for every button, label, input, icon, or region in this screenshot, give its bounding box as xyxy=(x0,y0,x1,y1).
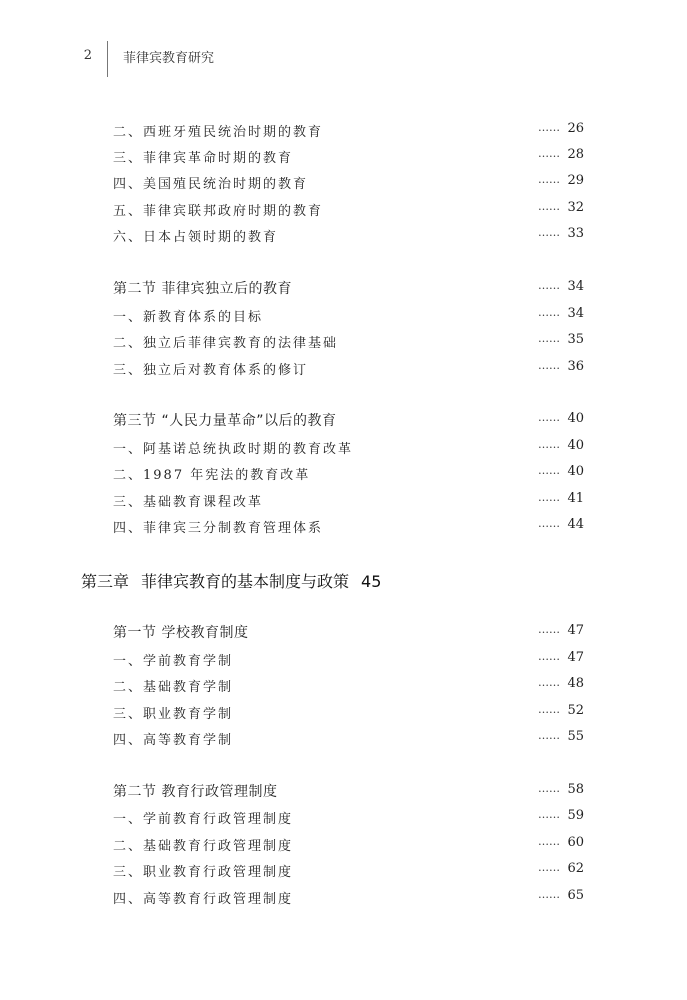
toc-entry-label: 三、独立后对教育体系的修订 xyxy=(113,363,309,378)
toc-entry-page: 48 xyxy=(567,676,584,691)
toc-section-page: 40 xyxy=(567,411,584,426)
toc-entry-page: 41 xyxy=(567,491,584,506)
toc-section-label: 第一节 学校教育制度 xyxy=(113,625,249,641)
toc-entry xyxy=(0,515,687,541)
toc-entry-page: 55 xyxy=(567,729,584,744)
toc-leader: …… xyxy=(538,226,560,239)
toc-section-heading xyxy=(0,277,687,303)
toc-entry xyxy=(0,489,687,515)
toc-leader: …… xyxy=(538,517,560,530)
toc-entry xyxy=(0,119,687,145)
toc-entry xyxy=(0,145,687,171)
toc-entry-label: 二、西班牙殖民统治时期的教育 xyxy=(113,125,324,140)
toc-entry-page: 35 xyxy=(567,332,584,347)
toc-leader: …… xyxy=(538,861,560,874)
toc-entry-page: 47 xyxy=(567,650,584,665)
chapter-page: 45 xyxy=(361,572,382,591)
toc-entry xyxy=(0,806,687,832)
toc-entry-label: 四、菲律宾三分制教育管理体系 xyxy=(113,521,324,536)
toc-entry-label: 三、职业教育行政管理制度 xyxy=(113,865,294,880)
toc-section-label: 第二节 教育行政管理制度 xyxy=(113,784,278,800)
toc-section-heading xyxy=(0,780,687,806)
toc-entry-label: 三、基础教育课程改革 xyxy=(113,495,264,510)
toc-leader: …… xyxy=(538,676,560,689)
toc-entry-label: 一、学前教育行政管理制度 xyxy=(113,812,294,827)
toc-entry-page: 60 xyxy=(567,835,584,850)
toc-leader: …… xyxy=(538,279,560,292)
toc-entry-page: 34 xyxy=(567,306,584,321)
toc-entry-label: 六、日本占领时期的教育 xyxy=(113,230,279,245)
toc-entry-label: 三、菲律宾革命时期的教育 xyxy=(113,151,294,166)
toc-entry-page: 59 xyxy=(567,808,584,823)
toc-entry xyxy=(0,224,687,250)
toc-entry-page: 52 xyxy=(567,703,584,718)
toc-leader: …… xyxy=(538,703,560,716)
header-divider xyxy=(107,41,108,77)
toc-leader: …… xyxy=(538,650,560,663)
toc-section-label: 第三节 “人民力量革命”以后的教育 xyxy=(113,413,337,429)
toc-entry-page: 40 xyxy=(567,464,584,479)
toc-entry xyxy=(0,727,687,753)
book-title: 菲律宾教育研究 xyxy=(123,51,215,66)
toc-leader: …… xyxy=(538,438,560,451)
toc-entry-page: 65 xyxy=(567,888,584,903)
chapter-number: 第三章 xyxy=(81,572,130,591)
toc-leader: …… xyxy=(538,200,560,213)
toc-leader: …… xyxy=(538,411,560,424)
toc-entry-label: 一、学前教育学制 xyxy=(113,654,234,669)
toc-entry-label: 二、基础教育行政管理制度 xyxy=(113,839,294,854)
toc-section-page: 34 xyxy=(567,279,584,294)
toc-entry-label: 二、独立后菲律宾教育的法律基础 xyxy=(113,336,339,351)
toc-entry xyxy=(0,648,687,674)
toc-entry-label: 四、美国殖民统治时期的教育 xyxy=(113,177,309,192)
toc-section-page: 47 xyxy=(567,623,584,638)
toc-entry-page: 32 xyxy=(567,200,584,215)
toc-entry-page: 33 xyxy=(567,226,584,241)
toc-section-heading xyxy=(0,621,687,647)
toc-entry xyxy=(0,304,687,330)
toc-leader: …… xyxy=(538,306,560,319)
toc-entry xyxy=(0,701,687,727)
toc-leader: …… xyxy=(538,173,560,186)
toc-leader: …… xyxy=(538,359,560,372)
toc-entry xyxy=(0,198,687,224)
toc-leader: …… xyxy=(538,782,560,795)
toc-entry-page: 28 xyxy=(567,147,584,162)
toc-entry xyxy=(0,886,687,912)
toc-entry-label: 五、菲律宾联邦政府时期的教育 xyxy=(113,204,324,219)
toc-leader: …… xyxy=(538,491,560,504)
toc-leader: …… xyxy=(538,121,560,134)
toc-entry xyxy=(0,357,687,383)
toc-leader: …… xyxy=(538,888,560,901)
toc-leader: …… xyxy=(538,835,560,848)
toc-entry-label: 一、阿基诺总统执政时期的教育改革 xyxy=(113,442,354,457)
toc-section-label: 第二节 菲律宾独立后的教育 xyxy=(113,281,292,297)
toc-entry-page: 44 xyxy=(567,517,584,532)
toc-leader: …… xyxy=(538,464,560,477)
toc-entry-page: 36 xyxy=(567,359,584,374)
toc-leader: …… xyxy=(538,623,560,636)
toc-entry xyxy=(0,462,687,488)
toc-entry-label: 四、高等教育行政管理制度 xyxy=(113,892,294,907)
toc-entry-page: 26 xyxy=(567,121,584,136)
page-number: 2 xyxy=(83,48,92,63)
toc-chapter-heading xyxy=(81,569,381,597)
toc-entry-label: 二、基础教育学制 xyxy=(113,680,234,695)
chapter-title: 菲律宾教育的基本制度与政策 xyxy=(141,572,350,591)
toc-entry-page: 29 xyxy=(567,173,584,188)
toc-entry xyxy=(0,171,687,197)
running-header xyxy=(0,0,687,80)
toc-leader: …… xyxy=(538,332,560,345)
toc-leader: …… xyxy=(538,808,560,821)
toc-entry-label: 一、新教育体系的目标 xyxy=(113,310,264,325)
toc-entry xyxy=(0,859,687,885)
toc-section-heading xyxy=(0,409,687,435)
toc-entry-label: 三、职业教育学制 xyxy=(113,707,234,722)
toc-section-page: 58 xyxy=(567,782,584,797)
toc-entry-page: 40 xyxy=(567,438,584,453)
toc-entry-label: 四、高等教育学制 xyxy=(113,733,234,748)
toc-entry xyxy=(0,330,687,356)
toc-entry xyxy=(0,436,687,462)
toc-entry xyxy=(0,833,687,859)
toc-entry-label: 二、1987 年宪法的教育改革 xyxy=(113,468,311,483)
toc-entry-page: 62 xyxy=(567,861,584,876)
toc-leader: …… xyxy=(538,729,560,742)
toc-entry xyxy=(0,674,687,700)
toc-leader: …… xyxy=(538,147,560,160)
